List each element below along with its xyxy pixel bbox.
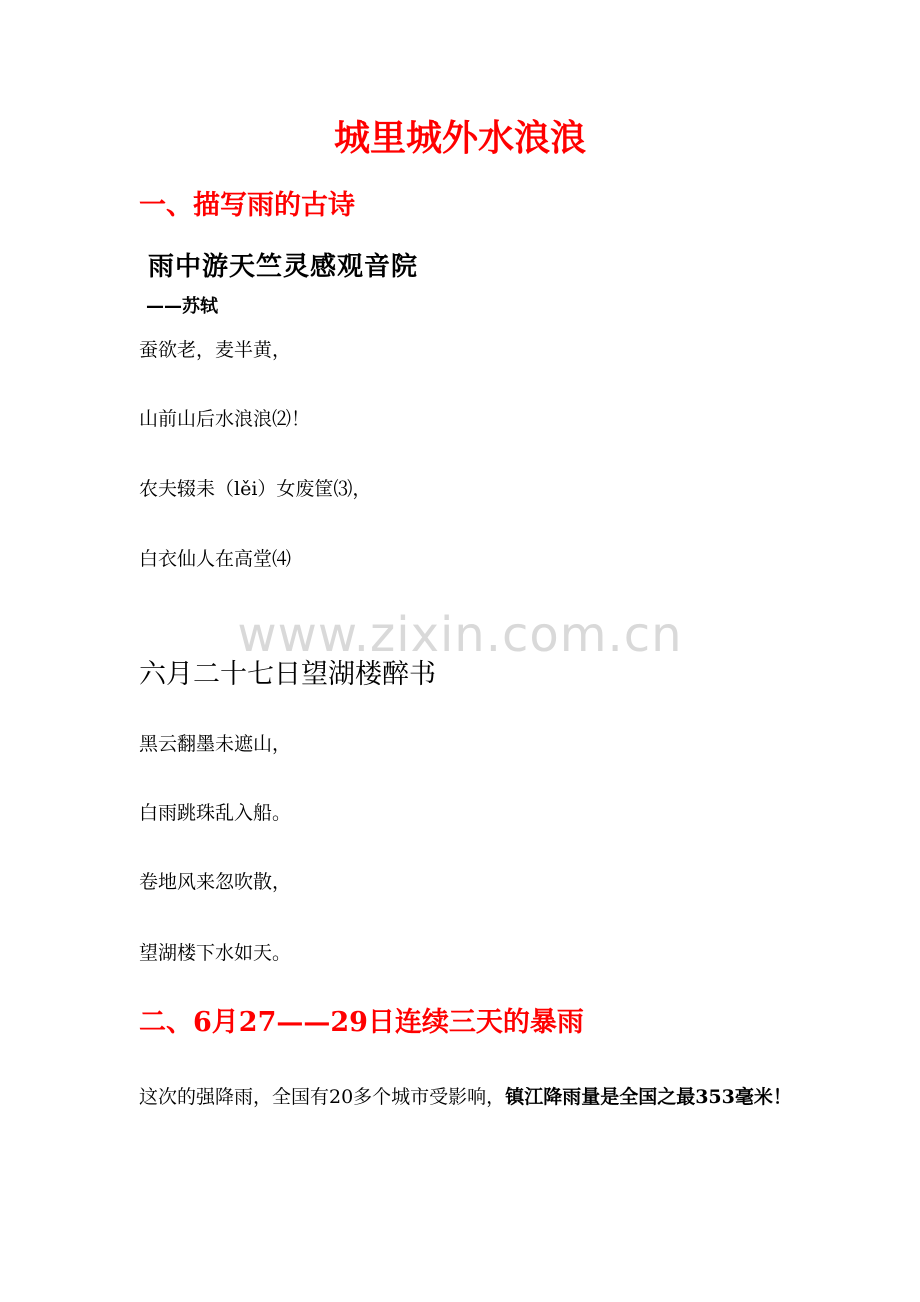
poem-line: 蚕欲老，麦半黄， <box>139 339 292 361</box>
poem-line: 黑云翻墨未遮山， <box>139 733 292 755</box>
poem-line: 望湖楼下水如天。 <box>139 942 292 964</box>
paragraph-emphasis: 镇江降雨量是全国之最353毫米！ <box>505 1086 792 1108</box>
poem-line: 山前山后水浪浪⑵！ <box>139 408 311 430</box>
poem-line: 白衣仙人在高堂⑷ <box>139 548 292 570</box>
poem-line: 农夫辍耒（lěi）女废筐⑶， <box>139 478 372 500</box>
section-heading-2: 二、6月27——29日连续三天的暴雨 <box>139 1007 584 1038</box>
poem-line: 卷地风来忽吹散， <box>139 871 292 893</box>
section-heading-1: 一、描写雨的古诗 <box>139 190 355 221</box>
poem-author: ——苏轼 <box>146 296 218 317</box>
poem-line: 白雨跳珠乱入船。 <box>139 802 292 824</box>
page-title: 城里城外水浪浪 <box>333 117 586 159</box>
rainfall-paragraph <box>139 1074 799 1120</box>
poem-title-2: 六月二十七日望湖楼醉书 <box>139 659 436 690</box>
paragraph-text: 这次的强降雨，全国有20多个城市受影响， <box>139 1086 506 1108</box>
watermark: www.zixin.com.cn <box>237 607 683 663</box>
poem-title-1: 雨中游天竺灵感观音院 <box>148 252 419 282</box>
